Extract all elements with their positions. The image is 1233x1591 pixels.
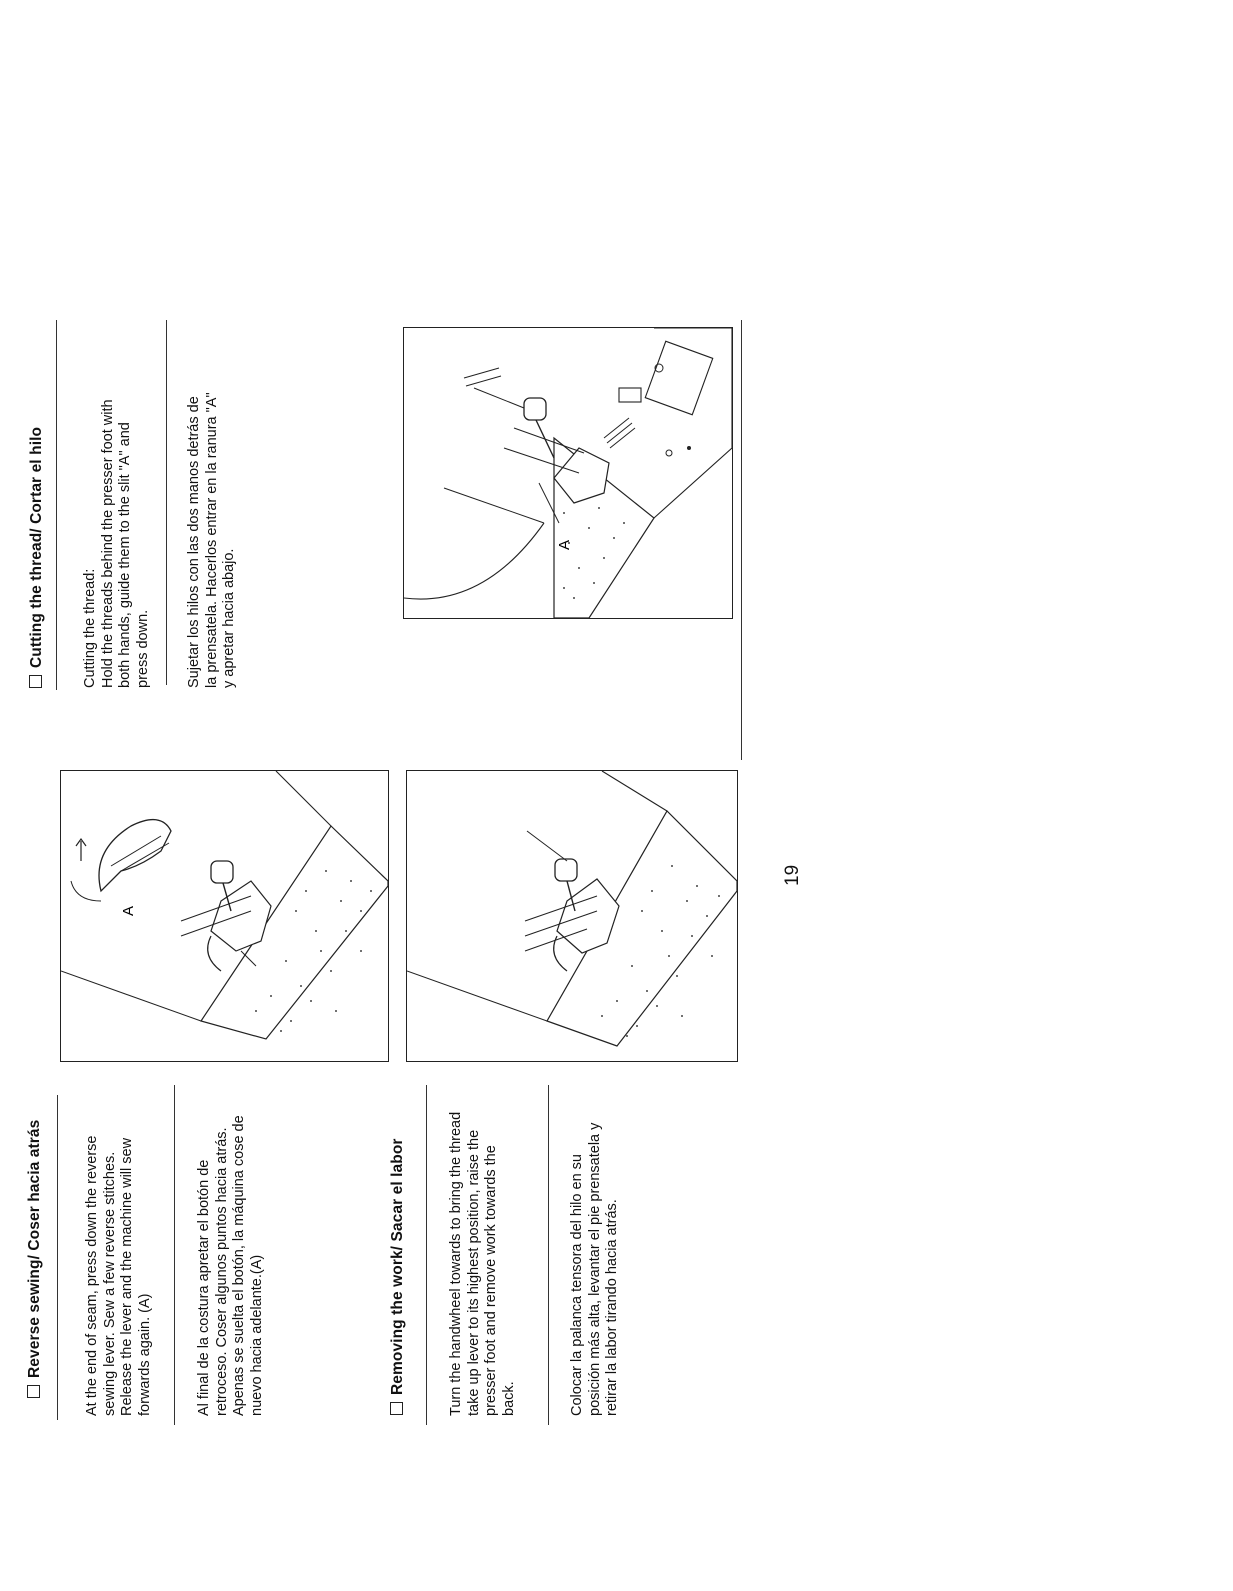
cutting-es-text: Sujetar los hilos con las dos manos detrás de la prensatela. Hacerlos entrar en la ranura "A" y apretar hacia abajo. xyxy=(186,392,237,688)
reverse-sewing-figure xyxy=(60,770,389,1062)
reverse-heading: Reverse sewing/ Coser hacia atrás xyxy=(26,1120,44,1398)
removing-work-figure xyxy=(406,770,738,1062)
removing-es-text: Colocar la palanca tensora del hilo en su posición más alta, levantar el pie prensatela y retirar la labor tirando hacia atrás. xyxy=(569,1122,620,1416)
divider xyxy=(426,1085,427,1425)
checkbox-icon xyxy=(27,1385,40,1398)
page-number: 19 xyxy=(782,864,803,886)
figure-label-a: A xyxy=(556,539,573,550)
divider xyxy=(56,320,57,690)
cutting-heading: Cutting the thread/ Cortar el hilo xyxy=(28,427,46,688)
sewing-machine-illustration xyxy=(404,328,732,618)
sewing-machine-illustration xyxy=(61,771,388,1061)
divider xyxy=(741,320,742,760)
cutting-thread-figure xyxy=(403,327,733,619)
reverse-es-text: Al final de la costura apretar el botón de retroceso. Coser algunos puntos hacia atrás. Apenas se suelta el botón, la máquina cose de nuevo hacia adelante.(A) xyxy=(196,1115,265,1416)
divider xyxy=(166,320,167,685)
cutting-en-text: Cutting the thread: Hold the threads behind the presser foot with both hands, guide them to the slit "A" and press down. xyxy=(82,399,151,688)
checkbox-icon xyxy=(390,1402,403,1415)
figure-label-a: A xyxy=(120,905,137,916)
reverse-en-text: At the end of seam, press down the reverse sewing lever. Sew a few reverse stitches. Release the lever and the machine will sew forwards again. (A) xyxy=(84,1135,153,1416)
divider xyxy=(174,1085,175,1425)
removing-heading: Removing the work/ Sacar el labor xyxy=(389,1138,407,1415)
divider xyxy=(57,1095,58,1420)
removing-en-text: Turn the handwheel towards to bring the thread take up lever to its highest position, raise the presser foot and remove work towards the back. xyxy=(448,1111,517,1416)
divider xyxy=(548,1085,549,1425)
sewing-machine-illustration xyxy=(407,771,737,1061)
checkbox-icon xyxy=(29,675,42,688)
